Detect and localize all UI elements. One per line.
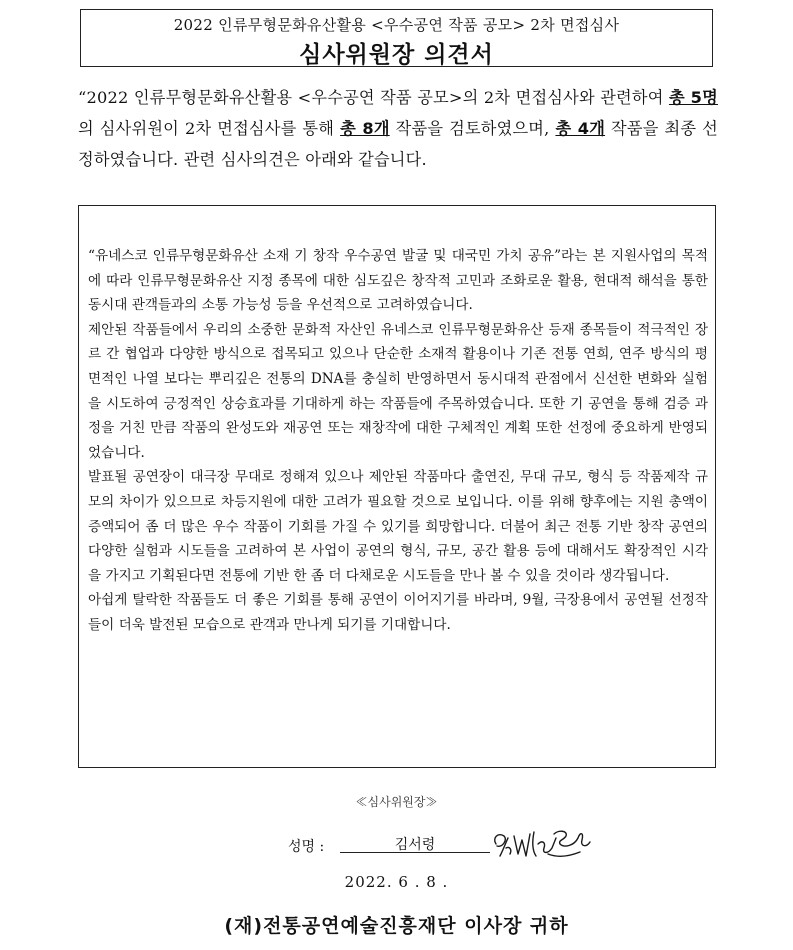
intro-paragraph [78,82,718,175]
opinion-box [78,205,716,768]
opinion-paragraph: “유네스코 인류무형문화유산 소재 기 창작 우수공연 발굴 및 대국민 가치 공유”라는 본 지원사업의 목적에 따라 인류무형문화유산 지정 종목에 대한 심도깊은 창작적 고민과 조화로운 활용, 현대적 해석을 통한 동시대 관객들과의 소통 가능성 등을 우선적으로 고려하였습니다. [88,248,708,314]
opinion-paragraph: 발표될 공연장이 대극장 무대로 정해져 있으나 제안된 작품마다 출연진, 무대 규모, 형식 등 작품제작 규모의 차이가 있으므로 차등지원에 대한 고려가 필요할 것으로 보입니다. 이를 위해 향후에는 지원 총액이 증액되어 좀 더 많은 우수 작품이 기회를 가질 수 있기를 희망합니다. 더불어 최근 전통 기반 창작 공연의 다양한 실험과 시도들을 고려하여 본 사업이 공연의 형식, 규모, 공간 활용 등에 대해서도 확장적인 시각을 가지고 기획된다면 전통에 기반 한 좀 더 다채로운 시도들을 만나 볼 수 있을 것이라 생각됩니다. [88,469,708,584]
opinion-paragraph: 아쉽게 탈락한 작품들도 더 좋은 기회를 통해 공연이 이어지기를 바라며, 9월, 극장용에서 공연될 선정작들이 더욱 발전된 모습으로 관객과 만나게 되기를 기대합니다. [88,592,708,633]
intro-text-4: 작품을 최종 선정하였습니다. 관련 심사의견은 아래와 같습니다. [78,119,719,169]
opinion-body [88,244,708,638]
intro-text-3: 작품을 검토하였으며, [389,119,556,138]
opinion-paragraph: 제안된 작품들에서 우리의 소중한 문화적 자산인 유네스코 인류무형문화유산 등재 종목들이 적극적인 장르 간 협업과 다양한 방식으로 접목되고 있으나 단순한 소재적 활용이나 기존 전통 연희, 연주 방식의 평면적인 나열 보다는 뿌리깊은 전통의 DNA를 충실히 반영하면서 동시대적 관점에서 신선한 변화와 실험을 시도하여 긍정적인 상승효과를 기대하게 하는 작품들에 주목하였습니다. 또한 기 공연을 통해 검증 과정을 거친 만큼 작품의 완성도와 재공연 또는 재창작에 대한 구체적인 계획 또한 선정에 중요하게 반영되었습니다. [88,321,708,461]
intro-emphasis-reviewed: 총 8개 [340,119,390,138]
document-title: 심사위원장 의견서 [299,42,494,68]
committee-label: ≪심사위원장≫ [355,795,438,809]
title-box [80,9,713,67]
intro-emphasis-reviewers: 총 5명 [668,88,718,107]
signer-name: 김서령 [394,837,436,853]
handwritten-signature [488,818,598,868]
document-subtitle: 2022 인류무형문화유산활용 <우수공연 작품 공모> 2차 면접심사 [173,16,620,34]
addressee: (재)전통공연예술진흥재단 이사장 귀하 [224,915,569,937]
intro-text-1: “2022 인류무형문화유산활용 <우수공연 작품 공모>의 2차 면접심사와 관련하여 [78,88,669,107]
intro-text-2: 의 심사위원이 2차 면접심사를 통해 [78,119,341,138]
document-date: 2022. 6 . 8 . [344,873,449,891]
name-label: 성명 : [288,839,325,855]
intro-emphasis-selected: 총 4개 [555,119,606,138]
